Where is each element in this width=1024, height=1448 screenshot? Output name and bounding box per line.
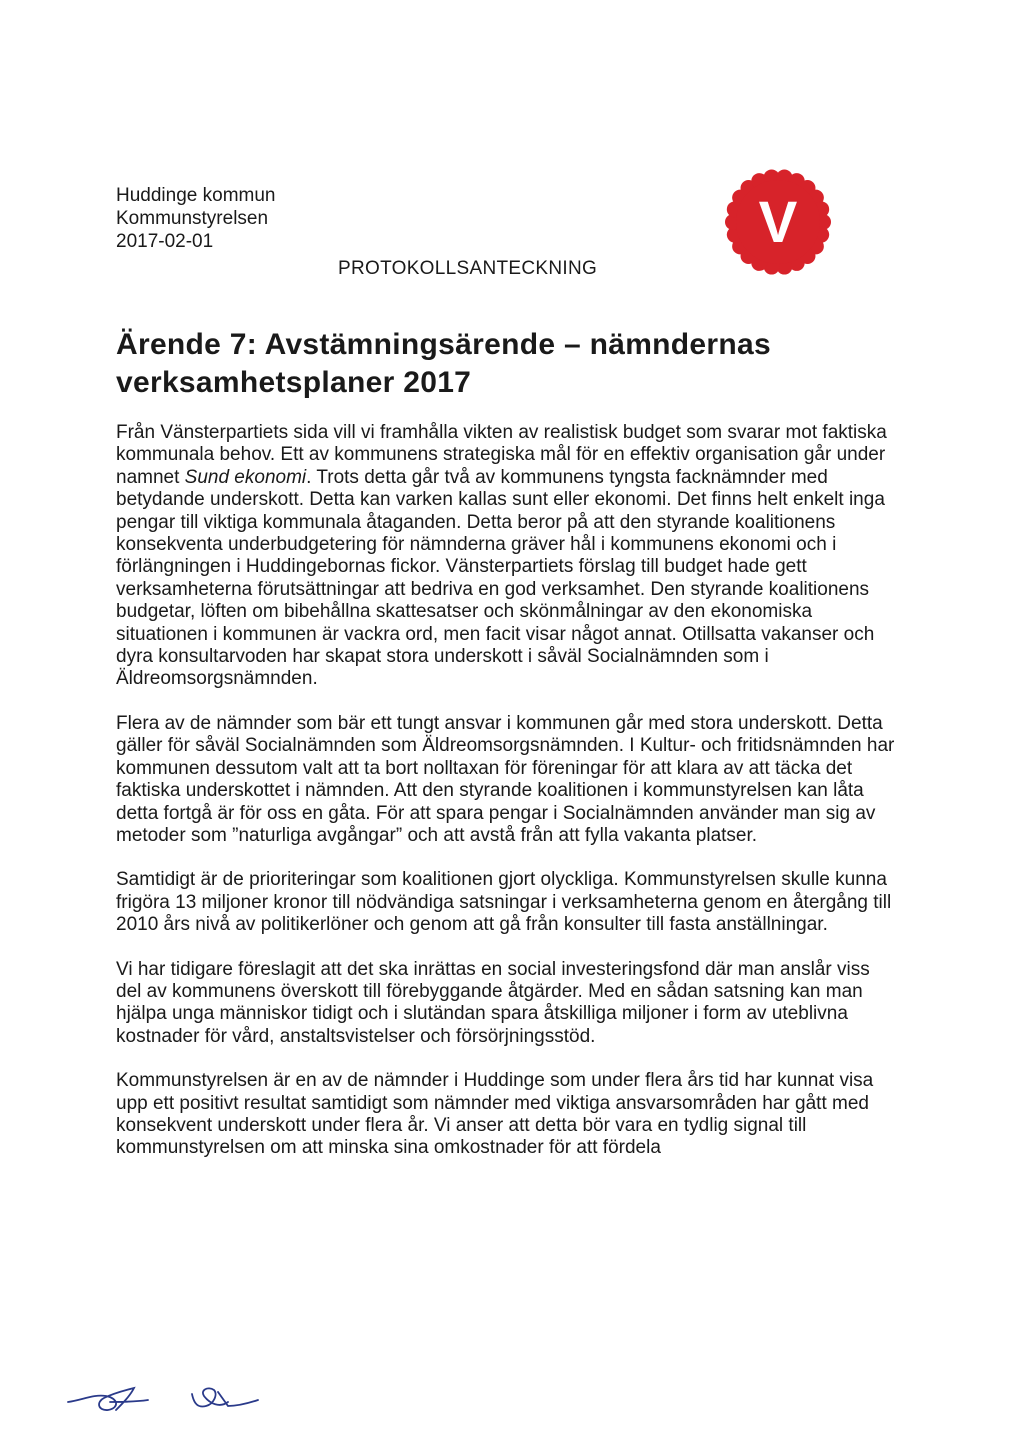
body-paragraph-4: Vi har tidigare föreslagit att det ska inrättas en social investeringsfond där man anslår viss del av kommunens överskott till förebyggande åtgärder. Med en sådan satsning kan man hjälpa unga människor tidigt och i slutändan spara åtskilliga miljoner i form av uteblivna kostnader för vård, anstaltsvistelser och försörjningsstöd. xyxy=(116,958,870,1047)
page-title: Ärende 7: Avstämningsärende – nämndernas verksamhetsplaner 2017 xyxy=(116,328,771,399)
body-paragraph-3: Samtidigt är de prioriteringar som koalitionen gjort olyckliga. Kommunstyrelsen skulle kunna frigöra 13 miljoner kronor till nödvändiga satsningar i verksamheterna genom en återgång till 2010 års nivå av politikerlöner och genom att gå från konsulter till fasta anställningar. xyxy=(116,869,892,936)
body-paragraph-1: Från Vänsterpartiets sida vill vi framhålla vikten av realistisk budget som svarar mot faktiska kommunala behov. Ett av kommunens strategiska mål för en effektiv organisation går under namnet Sund ekonomi. Trots detta går två av kommunens tyngsta facknämnder med betydande underskott. Detta kan varken kallas sunt eller ekonomi. Det finns helt enkelt inga pengar till viktiga kommunala åtaganden. Detta beror på att den styrande koalitionens konsekventa underbudgetering för nämnderna gräver hål i kommunens ekonomi och i förlängningen i Huddingebornas fickor. Vänsterpartiets förslag till budget hade gett verksamheterna förutsättningar att bedriva en god verksamhet. Den styrande koalitionens budgetar, löften om bibehållna skattesatser och skönmålningar av den ekonomiska situationen i kommunen är vackra ord, men facit visar något annat. Otillsatta vakanser och dyra konsultarvoden har skapat stora underskott i såväl Socialnämnden som i Äldreomsorgsnämnden. xyxy=(116,422,887,690)
document-date: 2017-02-01 xyxy=(116,231,214,252)
body-paragraph-2: Flera av de nämnder som bär ett tungt ansvar i kommunen går med stora underskott. Detta gäller för såväl Socialnämnden som Äldreomsorgsnämnden. I Kultur- och fritidsnämnden har kommunen dessutom valt att ta bort nolltaxan för föreningar för att klara av att täcka det faktiska underskottet i nämnden. Att den styrande koalitionen i kommunstyrelsen kan låta detta fortgå är för oss en gåta. För att spara pengar i Socialnämnden använder man sig av metoder som ”naturliga avgångar” och att avstå från att fylla vakanta platser. xyxy=(116,712,895,846)
municipality-name: Huddinge kommun xyxy=(116,185,276,206)
emphasis-sund-ekonomi: Sund ekonomi xyxy=(184,466,307,488)
logo-letter: V xyxy=(758,190,798,255)
handwritten-initials-2 xyxy=(188,1380,268,1416)
document-header xyxy=(116,184,275,253)
handwritten-initials-1 xyxy=(64,1380,154,1416)
signature-area xyxy=(0,1380,1024,1420)
body-paragraph-5: Kommunstyrelsen är en av de nämnder i Huddinge som under flera års tid har kunnat visa upp ett positivt resultat samtidigt som nämnder med viktiga ansvarsområden har gått med konsekvent underskott under flera år. Vi anser att detta bör vara en tydlig signal till kommunstyrelsen om att minska sina omkostnader för att fördela xyxy=(116,1070,874,1159)
document-body xyxy=(116,422,896,1182)
document-type: PROTOKOLLSANTECKNING xyxy=(338,258,598,279)
board-name: Kommunstyrelsen xyxy=(116,208,269,229)
vansterpartiet-rose-logo-icon xyxy=(722,166,834,278)
